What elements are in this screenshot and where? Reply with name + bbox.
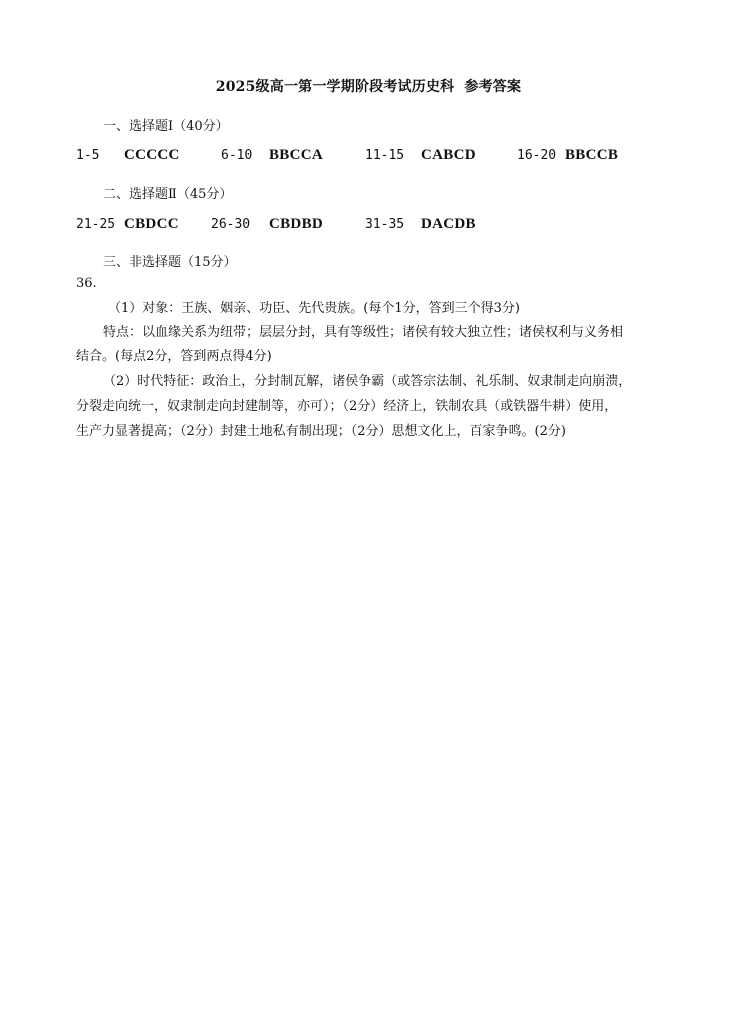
answer-letters: BBCCB — [565, 147, 619, 163]
answer-group — [76, 216, 115, 232]
answer-part2-line: 生产力显著提高；（2分）封建土地私有制出现；（2分）思想文化上，百家争鸣。(2分) — [76, 424, 566, 439]
answer-group — [221, 147, 252, 163]
answer-range: 1-5 — [76, 148, 100, 163]
answer-group — [76, 147, 99, 163]
title-main: 2025级高一第一学期阶段考试历史科 — [215, 79, 455, 95]
answer-range: 21-25 — [76, 217, 116, 232]
answer-letters: CBDBD — [269, 216, 324, 232]
answer-group — [517, 147, 556, 163]
answer-group — [421, 147, 476, 164]
answer-group — [269, 216, 323, 233]
page-title — [0, 76, 737, 96]
answer-group — [269, 147, 323, 164]
answer-letters: DACDB — [421, 216, 476, 232]
answer-part2-line: 分裂走向统一，奴隶制走向封建制等，亦可）；（2分）经济上，铁制农具（或铁器牛耕）使用， — [76, 399, 618, 414]
answer-letters: CBDCC — [124, 216, 179, 232]
answer-letters: CABCD — [421, 147, 476, 163]
section1-answers — [76, 147, 676, 167]
section1-heading: 一、选择题Ⅰ（40分） — [103, 119, 229, 134]
answer-letters: CCCCC — [124, 147, 180, 163]
answer-part1-line: （1）对象：王族、姻亲、功臣、先代贵族。(每个1分，答到三个得3分) — [108, 301, 520, 316]
answer-range: 6-10 — [221, 148, 253, 163]
answer-letters: BBCCA — [269, 147, 324, 163]
answer-group — [365, 216, 404, 232]
answer-group — [421, 216, 476, 233]
title-suffix: 参考答案 — [464, 79, 522, 95]
answer-features-line: 特点：以血缘关系为纽带；层层分封，具有等级性；诸侯有较大独立性；诸侯权利与义务相 — [103, 325, 624, 340]
answer-range: 31-35 — [365, 217, 405, 232]
answer-group — [124, 216, 179, 233]
question-number: 36. — [76, 276, 97, 291]
section2-answers — [76, 216, 676, 236]
answer-part2-line: （2）时代特征：政治上，分封制瓦解，诸侯争霸（或答宗法制、礼乐制、奴隶制走向崩溃， — [103, 374, 632, 389]
answer-group — [365, 147, 404, 163]
answer-range: 16-20 — [517, 148, 557, 163]
answer-group — [124, 147, 180, 164]
answer-features-line: 结合。(每点2分，答到两点得4分) — [76, 349, 272, 364]
section3-heading: 三、非选择题（15分） — [103, 255, 237, 270]
section2-heading: 二、选择题Ⅱ（45分） — [103, 187, 233, 202]
answer-group — [211, 216, 250, 232]
answer-group — [565, 147, 618, 164]
answer-range: 11-15 — [365, 148, 405, 163]
answer-range: 26-30 — [211, 217, 251, 232]
